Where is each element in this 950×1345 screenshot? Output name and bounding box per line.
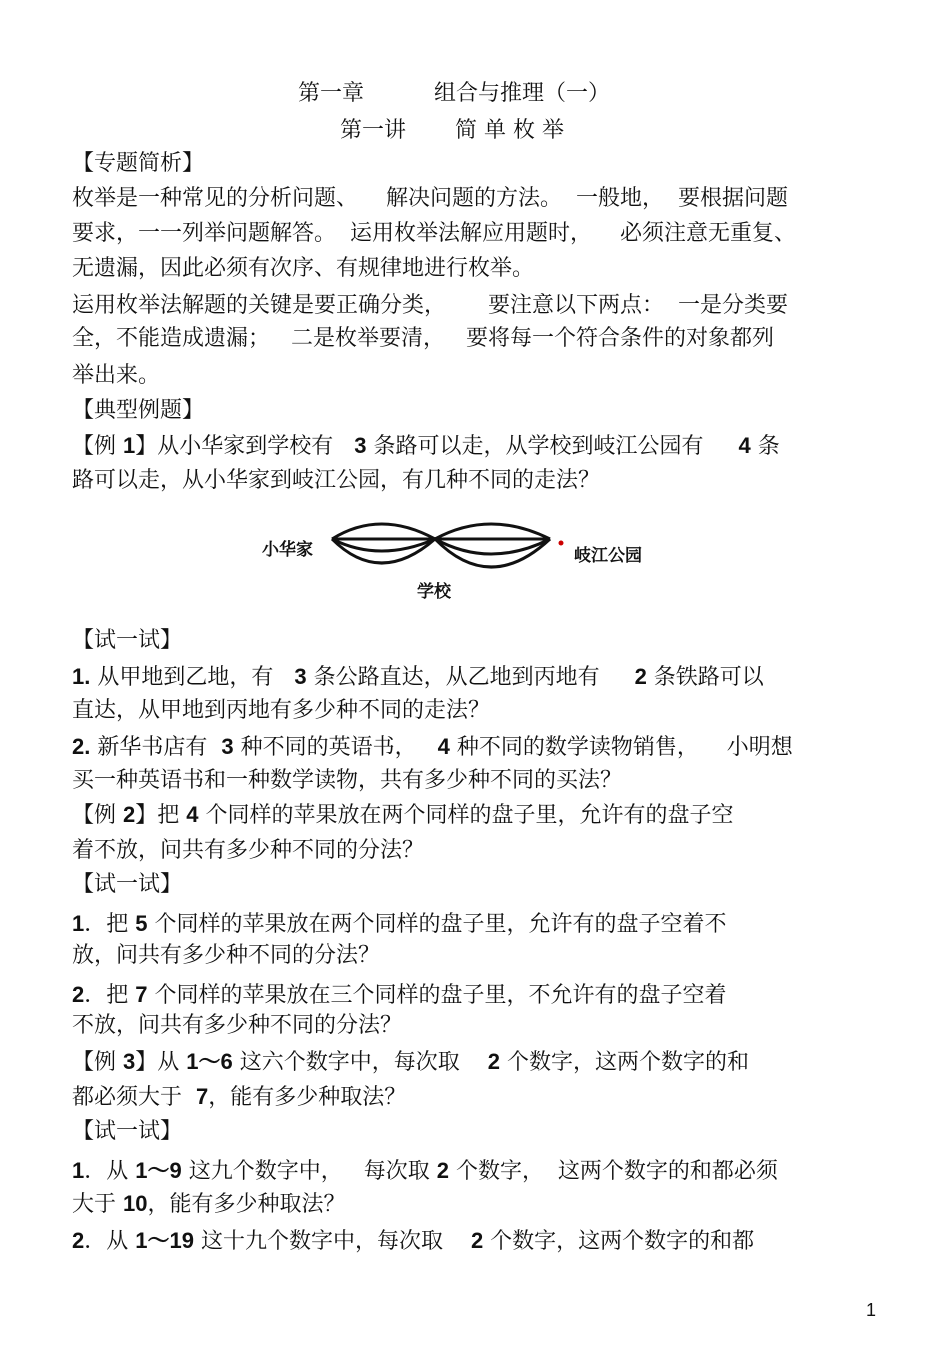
text: 条路可以走，从学校到岐江公园有 bbox=[366, 434, 739, 459]
number: 2 bbox=[470, 1228, 484, 1253]
route-arc-bottom bbox=[332, 539, 550, 567]
example-number: 1 bbox=[123, 433, 136, 458]
number: 7 bbox=[196, 1084, 209, 1109]
text: 种不同的数学读物销售， 小明想 bbox=[449, 735, 793, 760]
text: 条铁路可以 bbox=[646, 665, 764, 690]
try3-q2-line1 bbox=[72, 1227, 754, 1256]
intro-p2-line2: 全，不能造成遗漏； 二是枚举要清， 要将每一个符合条件的对象都列 bbox=[72, 326, 774, 351]
intro-p1-line2: 要求，一一列举问题解答。 运用枚举法解应用题时， 必须注意无重复、 bbox=[72, 221, 796, 246]
park-dot bbox=[559, 541, 564, 546]
try1-q1-line2: 直达，从甲地到丙地有多少种不同的走法？ bbox=[72, 698, 491, 723]
example-2-line2: 着不放，问共有多少种不同的分法？ bbox=[72, 838, 425, 863]
number: 4 bbox=[186, 802, 199, 827]
text: 条 bbox=[750, 434, 780, 459]
number: 3 bbox=[294, 664, 307, 689]
try1-q2-line1 bbox=[72, 733, 793, 762]
number: 2 bbox=[634, 664, 647, 689]
text: ．把 bbox=[84, 912, 136, 937]
try3-q1-line2 bbox=[72, 1190, 346, 1219]
lecture-heading bbox=[340, 117, 564, 145]
question-number: 1 bbox=[72, 1158, 85, 1183]
question-number: 2 bbox=[72, 1228, 85, 1253]
lecture-title: 简 单 枚 举 bbox=[454, 118, 564, 143]
number: 4 bbox=[437, 734, 450, 759]
text: 】把 bbox=[135, 803, 187, 828]
text: 【例 bbox=[72, 1050, 123, 1075]
route-arc-top bbox=[332, 524, 550, 539]
number: 10 bbox=[123, 1191, 148, 1216]
example-2-line1 bbox=[72, 801, 734, 830]
text: 这九个数字中， 每次取 bbox=[181, 1159, 437, 1184]
try-heading-3: 【试一试】 bbox=[72, 1119, 183, 1144]
typical-heading: 【典型例题】 bbox=[72, 398, 205, 423]
intro-p1-line1: 枚举是一种常见的分析问题、 解决问题的方法。 一般地， 要根据问题 bbox=[72, 186, 788, 211]
text: 】从 bbox=[135, 1050, 187, 1075]
text: 个同样的苹果放在三个同样的盘子里，不允许有的盘子空着 bbox=[147, 983, 727, 1008]
intro-p2-line1: 运用枚举法解题的关键是要正确分类， 要注意以下两点： 一是分类要 bbox=[72, 293, 788, 318]
example-1-line2: 路可以走，从小华家到岐江公园，有几种不同的走法？ bbox=[72, 468, 601, 493]
try-heading-1: 【试一试】 bbox=[72, 628, 183, 653]
number: 3 bbox=[354, 433, 367, 458]
number: 4 bbox=[738, 433, 751, 458]
text: 个同样的苹果放在两个同样的盘子里，允许有的盘子空着不 bbox=[147, 912, 727, 937]
try2-q2-line2: 不放，问共有多少种不同的分法？ bbox=[72, 1013, 403, 1038]
text: 条公路直达，从乙地到丙地有 bbox=[306, 665, 635, 690]
analysis-heading: 【专题简析】 bbox=[72, 151, 205, 176]
text: 这六个数字中，每次取 bbox=[232, 1050, 488, 1075]
text: 种不同的英语书， bbox=[233, 735, 438, 760]
text: ，能有多少种取法？ bbox=[147, 1192, 346, 1217]
chapter-heading bbox=[298, 80, 610, 108]
number: 1～19 bbox=[135, 1228, 194, 1253]
number: 2 bbox=[436, 1158, 449, 1183]
park-label: 岐江公园 bbox=[574, 546, 642, 566]
text: 】从小华家到学校有 bbox=[135, 434, 355, 459]
home-label: 小华家 bbox=[262, 540, 313, 560]
text: 从甲地到乙地，有 bbox=[90, 665, 295, 690]
text: 大于 bbox=[72, 1192, 123, 1217]
number: 7 bbox=[135, 982, 148, 1007]
question-number: 1. bbox=[72, 664, 91, 689]
text: 个数字，这两个数字的和都 bbox=[483, 1229, 755, 1254]
intro-p1-line3: 无遗漏，因此必须有次序、有规律地进行枚举。 bbox=[72, 256, 535, 281]
text: ，能有多少种取法？ bbox=[208, 1085, 407, 1110]
text: 这十九个数字中，每次取 bbox=[193, 1229, 471, 1254]
school-label: 学校 bbox=[417, 582, 451, 602]
try3-q1-line1 bbox=[72, 1157, 778, 1186]
text: 个数字， 这两个数字的和都必须 bbox=[448, 1159, 778, 1184]
try1-q2-line2: 买一种英语书和一种数学读物，共有多少种不同的买法？ bbox=[72, 768, 623, 793]
text: 个同样的苹果放在两个同样的盘子里，允许有的盘子空 bbox=[198, 803, 734, 828]
question-number: 2. bbox=[72, 734, 91, 759]
text: 【例 bbox=[72, 434, 123, 459]
chapter-title: 组合与推理（一） bbox=[433, 81, 610, 106]
route-diagram bbox=[250, 515, 680, 610]
text: ．从 bbox=[84, 1159, 136, 1184]
chapter-label: 第一章 bbox=[298, 81, 365, 106]
example-number: 3 bbox=[123, 1049, 136, 1074]
try-heading-2: 【试一试】 bbox=[72, 872, 183, 897]
example-3-line1 bbox=[72, 1048, 749, 1077]
try2-q1-line1 bbox=[72, 910, 727, 939]
text: 【例 bbox=[72, 803, 123, 828]
number: 5 bbox=[135, 911, 148, 936]
number: 3 bbox=[221, 734, 234, 759]
number: 1～6 bbox=[186, 1049, 233, 1074]
text: ．从 bbox=[84, 1229, 136, 1254]
text: 新华书店有 bbox=[90, 735, 222, 760]
number: 1～9 bbox=[135, 1158, 182, 1183]
page-number: 1 bbox=[865, 1300, 876, 1320]
lecture-label: 第一讲 bbox=[340, 118, 407, 143]
example-1-line1 bbox=[72, 432, 780, 461]
example-number: 2 bbox=[123, 802, 136, 827]
text: 都必须大于 bbox=[72, 1085, 196, 1110]
question-number: 1 bbox=[72, 911, 85, 936]
try2-q1-line2: 放，问共有多少种不同的分法？ bbox=[72, 943, 381, 968]
question-number: 2 bbox=[72, 982, 85, 1007]
number: 2 bbox=[487, 1049, 500, 1074]
try1-q1-line1 bbox=[72, 663, 764, 692]
example-3-line2 bbox=[72, 1083, 406, 1112]
text: ．把 bbox=[84, 983, 136, 1008]
text: 个数字，这两个数字的和 bbox=[499, 1050, 749, 1075]
try2-q2-line1 bbox=[72, 981, 727, 1010]
intro-p2-line3: 举出来。 bbox=[72, 363, 161, 388]
